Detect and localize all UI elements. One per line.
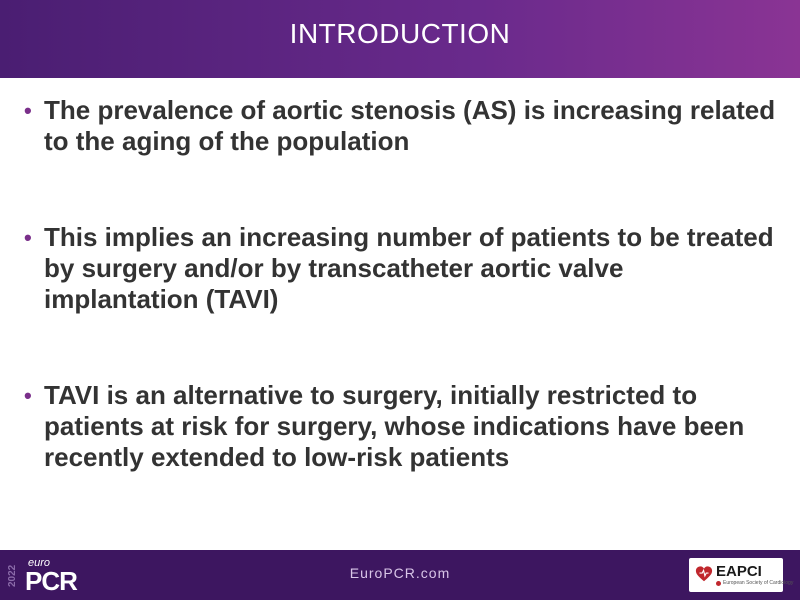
- logo-prefix: euro: [28, 557, 51, 569]
- slide-header: [0, 0, 800, 78]
- bullet-glyph: •: [24, 383, 32, 408]
- slide-footer: [0, 550, 800, 600]
- slide-title: INTRODUCTION: [289, 18, 511, 49]
- esc-dot-icon: [716, 581, 721, 586]
- eapci-label: EAPCI: [716, 563, 762, 580]
- bullet-glyph: •: [24, 98, 32, 123]
- bullet-item: [22, 380, 782, 473]
- eapci-logo: [689, 558, 794, 592]
- esc-label: European Society of Cardiology: [723, 580, 794, 586]
- bullet-glyph: •: [24, 225, 32, 250]
- heart-icon: [695, 565, 713, 583]
- slide-content: [22, 95, 782, 473]
- bullet-item: [22, 95, 782, 157]
- bullet-text: The prevalence of aortic stenosis (AS) is increasing related to the aging of the population: [44, 95, 776, 156]
- year-label: 2022: [7, 564, 18, 588]
- bullet-text: TAVI is an alternative to surgery, initially restricted to patients at risk for surgery, whose indications have been recently extended to low-risk patients: [44, 380, 745, 472]
- esc-row: [716, 580, 794, 588]
- footer-url: EuroPCR.com: [349, 565, 451, 581]
- bullet-text: This implies an increasing number of patients to be treated by surgery and/or by transcatheter aortic valve implantation (TAVI): [44, 222, 774, 314]
- europcr-logo: PCR: [25, 566, 77, 596]
- bullet-item: [22, 222, 782, 315]
